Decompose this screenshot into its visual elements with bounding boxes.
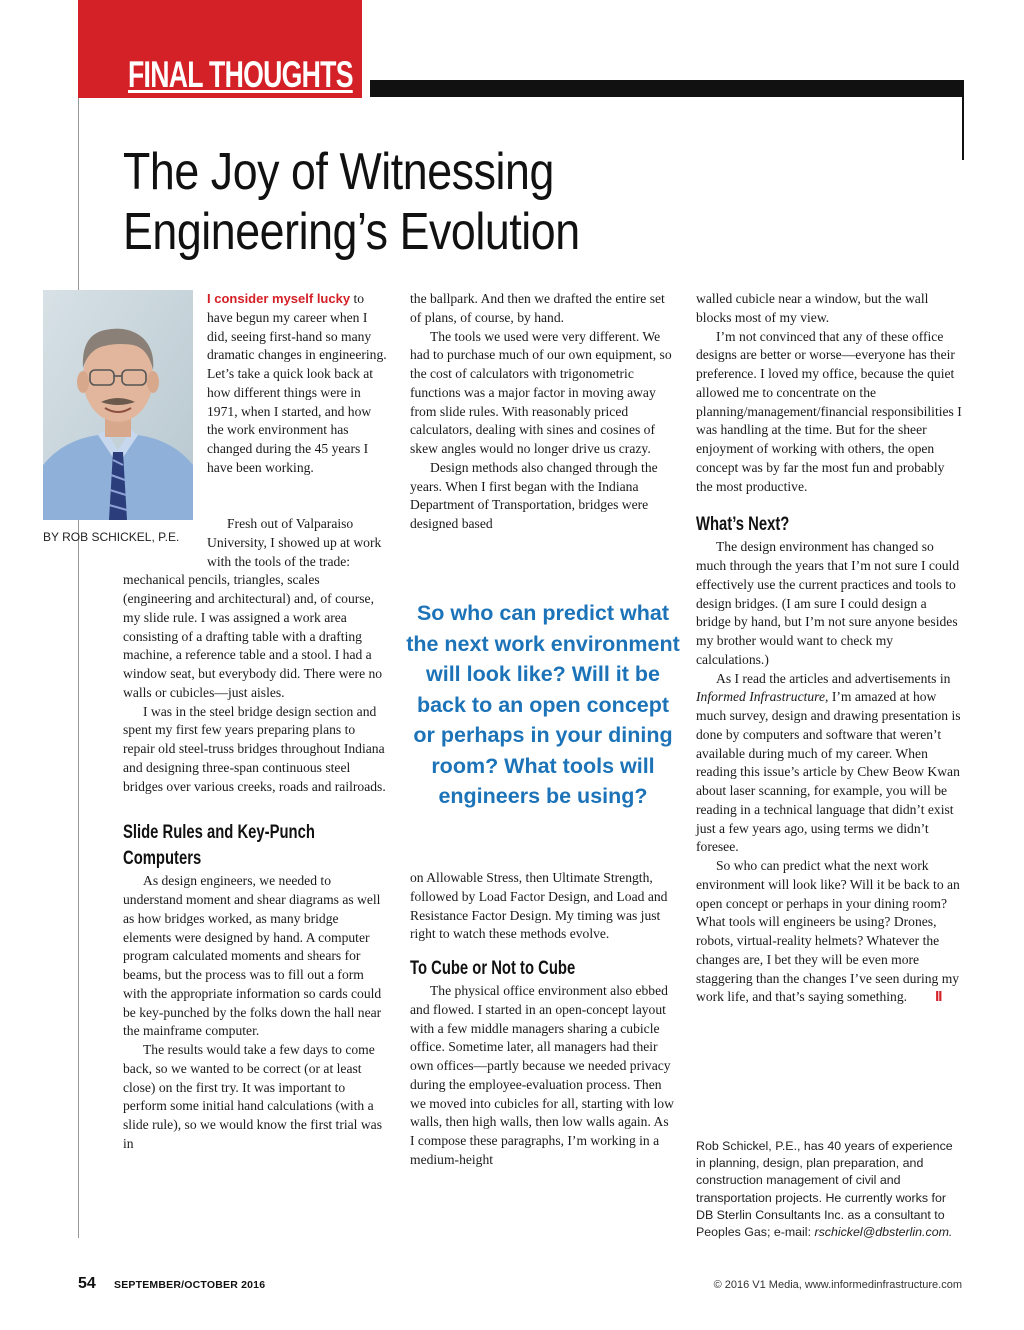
photo-wrap-spacer [123, 515, 207, 571]
issue-date: SEPTEMBER/OCTOBER 2016 [114, 1279, 266, 1291]
section-label: FINAL THOUGHTS [128, 54, 353, 95]
paragraph: walled cubicle near a window, but the wall blocks most of my view. [696, 291, 929, 325]
copyright: © 2016 V1 Media, www.informedinfrastructure.com [713, 1279, 962, 1291]
pull-quote: So who can predict what the next work environment will look like? Will it be back to an open concept or perhaps in your dining room? What tools will engineers be using? [406, 601, 680, 808]
subhead-line: Slide Rules and Key-Punch [123, 822, 315, 844]
paragraph: on Allowable Stress, then Ultimate Strength, followed by Load Factor Design, and Load and Resistance Factor Design. My timing was just right to watch these methods evolve. [410, 870, 668, 942]
bio-text: Rob Schickel, P.E., has 40 years of experience in planning, design, plan preparation, and construction management of civil and transportation projects. He currently works for DB Sterlin Consultants Inc. as a consultant to Peoples Gas; e-mail: [696, 1139, 953, 1240]
paragraph: the ballpark. And then we drafted the entire set of plans, of course, by hand. [410, 291, 665, 325]
paragraph: I was in the steel bridge design section and spent my first few years preparing plans to repair old steel-truss bridges throughout Indiana and designing three-span continuous steel bridges over various creeks, roads and railroads. [123, 703, 386, 794]
spacer [696, 496, 962, 512]
author-byline: BY ROB SCHICKEL, P.E. [43, 530, 180, 544]
paragraph: The results would take a few days to come back, so we wanted to be correct (or at least close) on the first try. It was important to perform some initial hand calculations (with a slide rule), so we would know the first trial was in [123, 1042, 382, 1151]
paragraph: As design engineers, we needed to understand moment and shear diagrams as well as how bridges worked, as many bridge elements were designed by hand. A computer program calculated moments and shears for beams, but the process was to fill out a form with the appropriate information so cards could be key-punched by the folks down the hall near the mainframe computer. [123, 873, 382, 1039]
header-rule [962, 80, 964, 160]
bio-email[interactable]: rschickel@dbsterlin.com. [814, 1225, 953, 1240]
title-line-2: Engineering’s Evolution [123, 203, 580, 261]
paragraph [696, 670, 962, 858]
article-title [123, 142, 580, 262]
subhead-whats-next: What’s Next? [696, 514, 790, 536]
paragraph: The physical office environment also ebbed and flowed. I started in an open-concept layout with a few middle managers sharing a cubicle office. Sometime later, all managers had their own offices—partly because we needed privacy during the employee-evaluation process. Then we moved into cubicles for all, starting with low walls, then high walls, then low walls again. As I compose these paragraphs, I’m working in a medium-height [410, 983, 674, 1167]
paragraph [696, 857, 962, 1007]
column-3 [696, 290, 962, 1007]
title-line-1: The Joy of Witnessing [123, 143, 554, 201]
spacer [123, 796, 387, 820]
frame-left-rule [78, 98, 79, 1238]
page-number: 54 [78, 1275, 96, 1292]
paragraph: Fresh out of Valparaiso University, I showed up at work with the tools of the trade: mechanical pencils, triangles, scales (engineering and architectural) and, of course, my slide rule. I was assigned a work area consisting of a drafting table with a drafting machine, a reference table and a stool. I had a window seat, but everybody did. There were no walls or cubicles—just aisles. [123, 516, 383, 700]
end-mark-icon: II [935, 988, 942, 1006]
paragraph-text: , I’m amazed at how much survey, design and drawing presentation is done by computers and software that weren’t available during much of my career. When reading this issue’s article by Chew Beow Kwan about laser scanning, for example, you will be reading in a technical language that didn’t exist just a few years ago, using terms we didn’t foresee. [696, 689, 961, 855]
paragraph-text: As I read the articles and advertisements in [716, 670, 951, 686]
spacer [410, 944, 675, 956]
column-1-main [123, 515, 387, 1154]
paragraph: The design environment has changed so much through the years that I’m not sure I could effectively use the current practices and tools to design bridges. (I am sure I could design a bridge by hand, but I’m not sure anyone besides my brother would want to check my calculations.) [696, 539, 960, 667]
lead-in: I consider myself lucky [207, 291, 351, 306]
paragraph-text: So who can predict what the next work environment will look like? Will it be back to an open concept or perhaps in your dining room? What tools will engineers be using? Drones, robots, virtual-reality helmets? Whatever the changes are, I bet they will be even more staggering than the changes I’ve seen during my work life, and that’s saying something. [696, 858, 960, 1005]
paragraph: I’m not convinced that any of these office designs are better or worse—everyone has their preference. I loved my office, because the quiet allowed me to concentrate on the planning/management/financial responsibilities I was handling at the time. But for the sheer enjoyment of working with others, the open concept was by far the most fun and probably the most productive. [696, 328, 962, 494]
header-bar [370, 80, 964, 97]
author-portrait-icon [43, 290, 193, 520]
column-1-top [207, 290, 387, 478]
subhead-line: Computers [123, 848, 202, 870]
author-bio [696, 1138, 962, 1241]
paragraph-text: to have begun my career when I did, seeing first-hand so many dramatic changes in engineering. Let’s take a quick look back at how different things were in 1971, when I started, and how the work environment has changed during the 45 years I have been working. [207, 291, 387, 475]
subhead-cube: To Cube or Not to Cube [410, 958, 576, 979]
column-2-bottom [410, 869, 675, 1170]
paragraph: Design methods also changed through the years. When I first began with the Indiana Department of Transportation, bridges were designed based [410, 459, 658, 531]
subhead-slide-rules [123, 820, 329, 872]
author-photo [43, 290, 193, 520]
column-2-top [410, 290, 675, 534]
lead-paragraph [207, 290, 387, 478]
paragraph: The tools we used were very different. We had to purchase much of our own equipment, so the cost of calculators with trigonometric functions was a major factor in moving away from slide rules. With reasonably priced calculators, dealing with sines and cosines of skew angles would no longer drive us crazy. [410, 328, 672, 456]
publication-name: Informed Infrastructure [696, 689, 826, 705]
